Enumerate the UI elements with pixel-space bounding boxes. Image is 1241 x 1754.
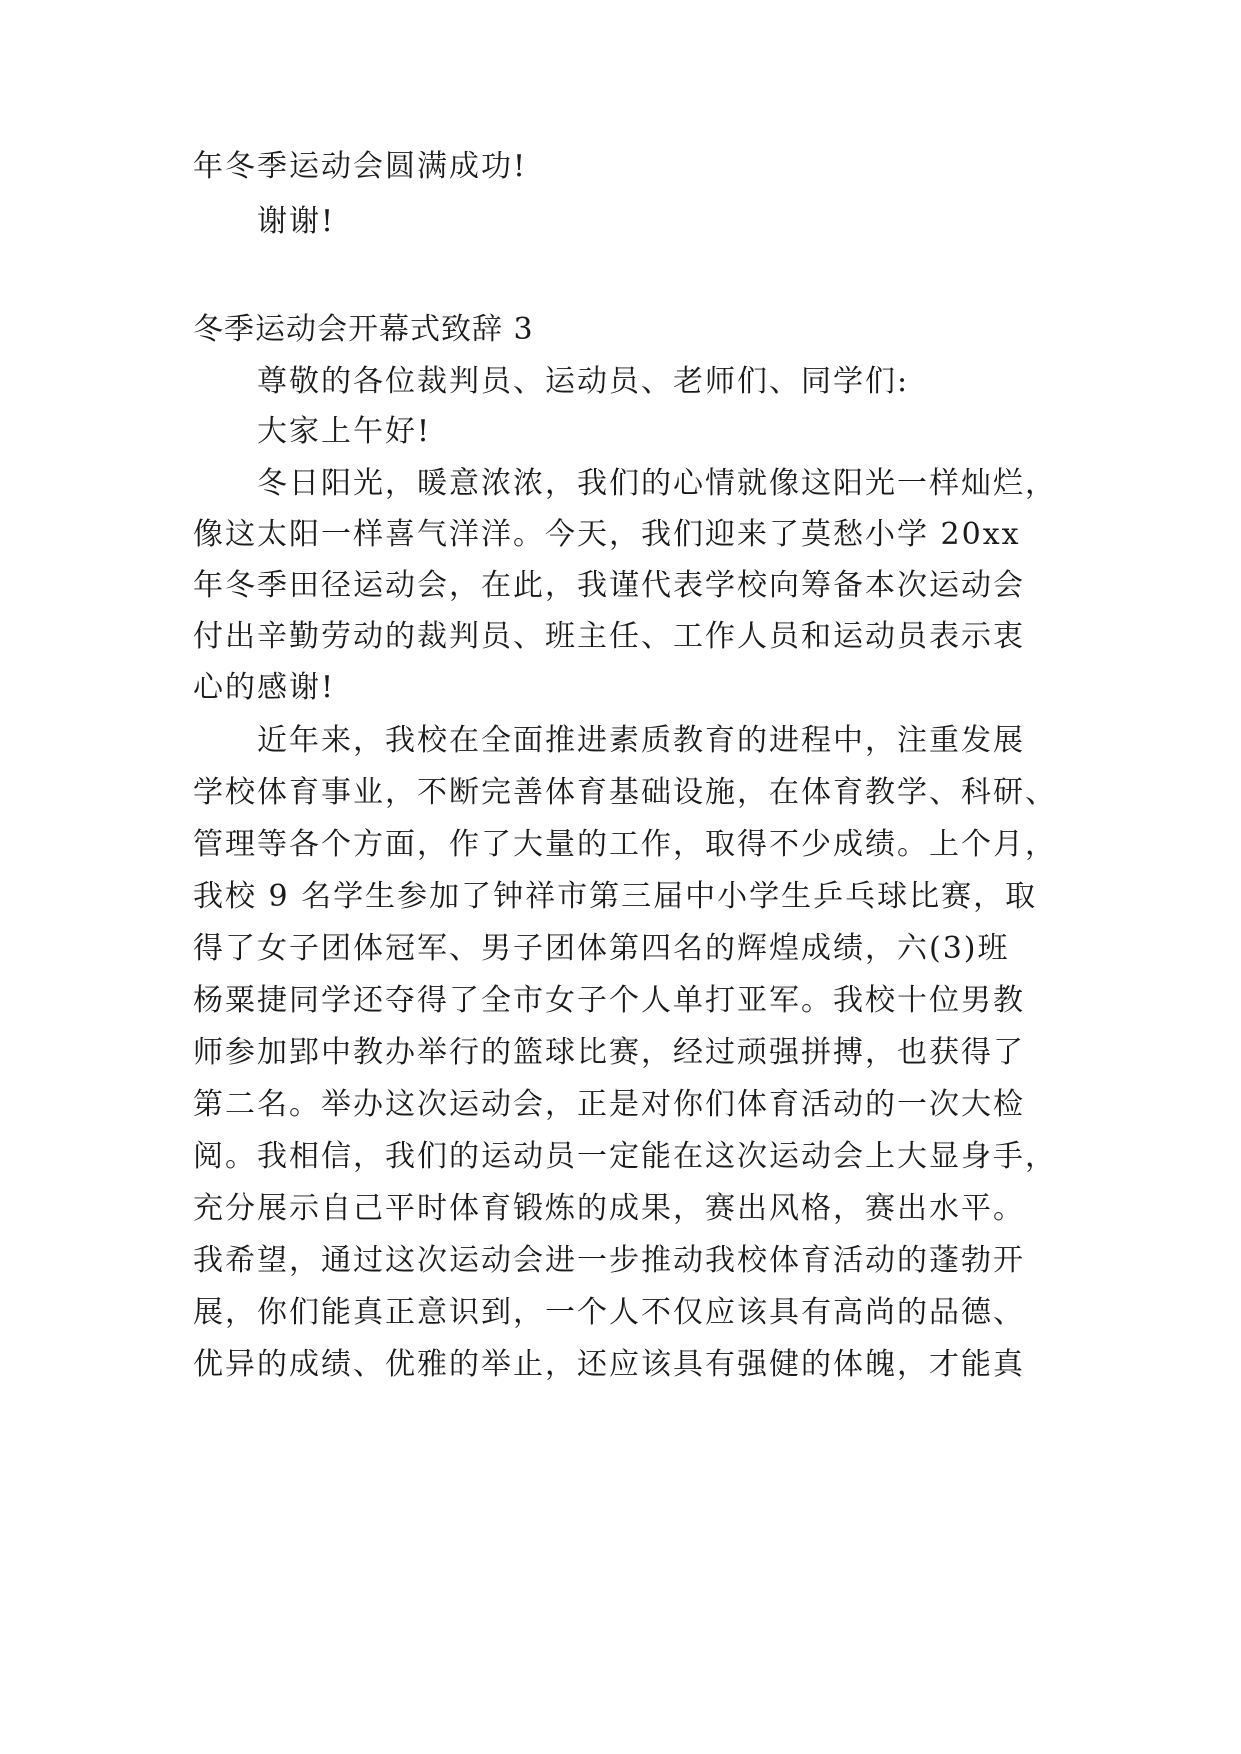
paragraph-line: 心的感谢! <box>193 670 336 705</box>
paragraph-line: 像这太阳一样喜气洋洋。今天，我们迎来了莫愁小学 20xx <box>193 517 1021 552</box>
section-title: 冬季运动会开幕式致辞 3 <box>193 312 534 347</box>
paragraph-line: 管理等各个方面，作了大量的工作，取得不少成绩。上个月， <box>193 827 1057 862</box>
paragraph-line: 我希望，通过这次运动会进一步推动我校体育活动的蓬勃开 <box>193 1243 1025 1278</box>
greeting: 大家上午好! <box>257 414 432 449</box>
paragraph-line: 阅。我相信，我们的运动员一定能在这次运动会上大显身手， <box>193 1139 1057 1174</box>
intro-line: 年冬季运动会圆满成功! <box>193 149 528 184</box>
paragraph-line: 得了女子团体冠军、男子团体第四名的辉煌成绩，六(3)班 <box>193 931 1010 966</box>
paragraph-line: 充分展示自己平时体育锻炼的成果，赛出风格，赛出水平。 <box>193 1191 1025 1226</box>
paragraph-line: 冬日阳光，暖意浓浓，我们的心情就像这阳光一样灿烂， <box>257 466 1057 501</box>
paragraph-line: 优异的成绩、优雅的举止，还应该具有强健的体魄，才能真 <box>193 1347 1025 1382</box>
paragraph-line: 学校体育事业，不断完善体育基础设施，在体育教学、科研、 <box>193 775 1057 810</box>
paragraph-line: 年冬季田径运动会，在此，我谨代表学校向筹备本次运动会 <box>193 568 1025 603</box>
thanks-line: 谢谢! <box>257 204 336 239</box>
paragraph-line: 第二名。举办这次运动会，正是对你们体育活动的一次大检 <box>193 1087 1025 1122</box>
paragraph-line: 我校 9 名学生参加了钟祥市第三届中小学生乒乓球比赛，取 <box>193 879 1038 914</box>
paragraph-line: 展，你们能真正意识到，一个人不仅应该具有高尚的品德、 <box>193 1295 1025 1330</box>
paragraph-line: 师参加郢中教办举行的篮球比赛，经过顽强拼搏，也获得了 <box>193 1035 1025 1070</box>
paragraph-line: 付出辛勤劳动的裁判员、班主任、工作人员和运动员表示衷 <box>193 619 1025 654</box>
salutation: 尊敬的各位裁判员、运动员、老师们、同学们: <box>257 364 910 399</box>
paragraph-line: 杨粟捷同学还夺得了全市女子个人单打亚军。我校十位男教 <box>193 983 1025 1018</box>
paragraph-line: 近年来，我校在全面推进素质教育的进程中，注重发展 <box>257 723 1025 758</box>
